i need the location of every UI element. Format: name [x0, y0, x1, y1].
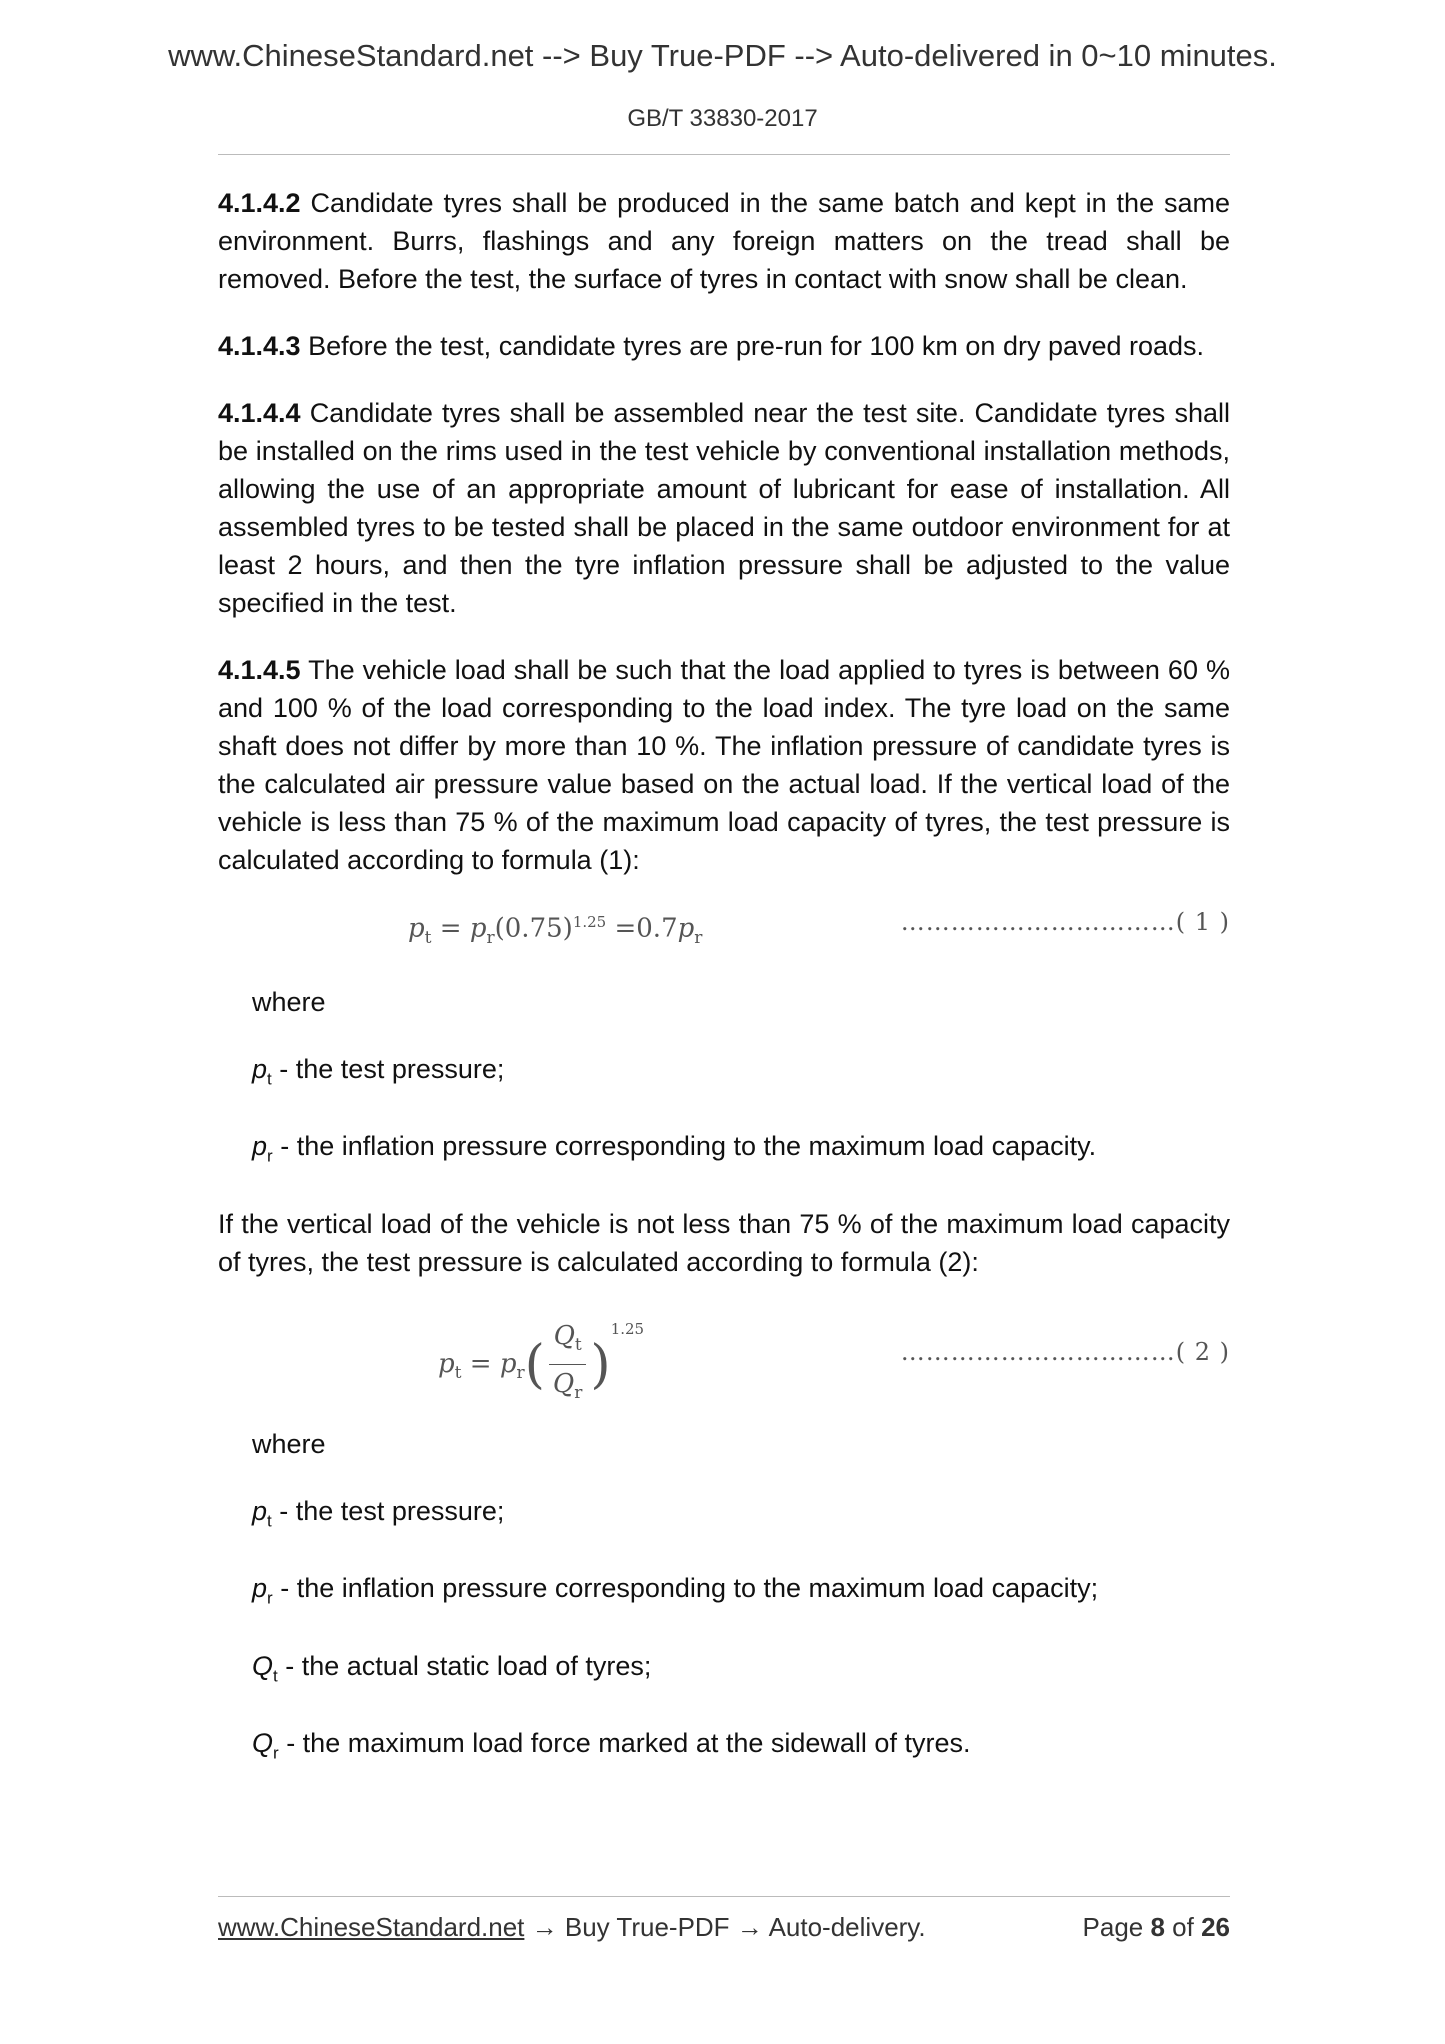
formula-2-label: ……………………………( 2 ) [900, 1337, 1230, 1366]
footer-divider [218, 1896, 1230, 1897]
footer-text: → Buy True-PDF → Auto-delivery. [524, 1912, 926, 1942]
section-text: Candidate tyres shall be assembled near the test site. Candidate tyres shall be installed on the rims used in the test vehicle by conventional installation methods, allowing the use of an appropriate amount of lubricant for ease of installation. All assembled tyres to be tested shall be placed in the same outdoor environment for at least 2 hours, and then the tyre inflation pressure shall be adjusted to the value specified in the test. [218, 398, 1230, 618]
page-body [218, 184, 1230, 1801]
definition-qr: $Q_r$ - the maximum load force marked at the sidewall of tyres. [252, 1727, 971, 1763]
section-4-1-4-3 [218, 327, 1230, 365]
load-ratio-fraction: $\frac{Q_t}{Q_r}$ [549, 1317, 586, 1412]
formula-2-expression: $p_t = p_r$( $\frac{Q_t}{Q_r}$ )$^{1.25}$ [438, 1310, 644, 1413]
section-text: Candidate tyres shall be produced in the same batch and kept in the same environment. Burrs, flashings and any foreign matters on the tread shall be removed. Before the test, the surface of tyres in contact with snow shall be clean. [218, 188, 1230, 294]
paragraph-formula-2-intro: If the vertical load of the vehicle is not less than 75 % of the maximum load capacity of tyres, the test pressure is calculated according to formula (2): [218, 1208, 1230, 1277]
section-text: The vehicle load shall be such that the load applied to tyres is between 60 % and 100 % of the load corresponding to the load index. The tyre load on the same shaft does not differ by more than 10 %. The inflation pressure of candidate tyres is the calculated air pressure value based on the actual load. If the vertical load of the vehicle is less than 75 % of the maximum load capacity of tyres, the test pressure is calculated according to formula (1): [218, 655, 1230, 875]
header-divider [218, 154, 1230, 155]
section-text: Before the test, candidate tyres are pre-run for 100 km on dry paved roads. [300, 331, 1205, 361]
formula-1-label: ……………………………( 1 ) [900, 908, 1230, 936]
formula-1-expression: $p_t = p_r(0.75)^{1.25} =0.7p_r$ [408, 913, 703, 948]
where-label: where [252, 987, 326, 1017]
definition-pt: $p_t$ - the test pressure; [252, 1054, 505, 1089]
section-number: 4.1.4.2 [218, 188, 301, 218]
where-label: where [252, 1428, 326, 1459]
section-4-1-4-2 [218, 184, 1230, 298]
section-number: 4.1.4.3 [218, 331, 301, 361]
page-footer [218, 1912, 1230, 1943]
definition-qt: $Q_t$ - the actual static load of tyres; [252, 1650, 652, 1685]
definition-pt: $p_t$ - the test pressure; [252, 1495, 505, 1531]
section-number: 4.1.4.5 [218, 655, 301, 685]
definition-pr: $p_r$ - the inflation pressure corresponding to the maximum load capacity. [252, 1131, 1097, 1166]
section-number: 4.1.4.4 [218, 398, 301, 428]
document-id: GB/T 33830-2017 [627, 105, 818, 132]
definition-pr: $p_r$ - the inflation pressure corresponding to the maximum load capacity; [252, 1573, 1099, 1608]
page-number: Page 8 of 26 [1082, 1912, 1230, 1942]
section-4-1-4-5 [218, 651, 1230, 879]
website-link[interactable]: www.ChineseStandard.net [218, 1912, 525, 1942]
site-banner: www.ChineseStandard.net --> Buy True-PDF --> Auto-delivered in 0~10 minutes. [168, 38, 1277, 73]
formula-1 [218, 893, 1230, 963]
formula-2 [218, 1295, 1230, 1405]
section-4-1-4-4 [218, 394, 1230, 622]
